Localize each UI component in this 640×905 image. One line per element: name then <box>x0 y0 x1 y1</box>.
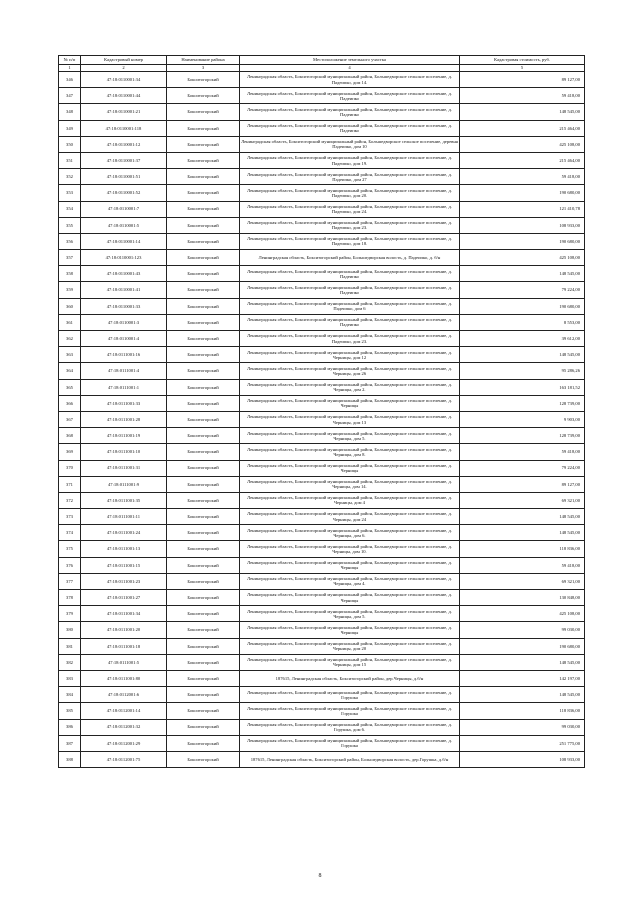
location-cell: Ленинградская область, Бокситогорский муниципальный район, Большедворское сельское поселение, д. Черницы, дом 10. <box>240 541 460 557</box>
location-cell: Ленинградская область, Бокситогорский муниципальный район, Большедворское сельское поселение, д. Падеипко <box>240 266 460 282</box>
cadastral-value-cell: 425 108,00 <box>460 606 585 622</box>
table-row <box>59 347 585 363</box>
cadastral-value-cell: 148 545,00 <box>460 266 585 282</box>
row-number-cell: 379 <box>59 606 81 622</box>
cadastral-number-cell: 47:18:0112001:14 <box>81 703 167 719</box>
location-cell: Ленинградская область, Бокситогорский муниципальный район, Большедворское сельское поселение, д. Черницы <box>240 395 460 411</box>
row-number-cell: 385 <box>59 703 81 719</box>
cadastral-number-cell: 47:18:0111001:11 <box>81 509 167 525</box>
table-row <box>59 250 585 266</box>
table-body <box>59 72 585 768</box>
cadastral-number-cell: 47:18:0110001:44 <box>81 88 167 104</box>
col-number-1: 1 <box>59 65 81 72</box>
page-number: 8 <box>318 873 322 879</box>
district-name-cell: Бокситогорский <box>167 217 240 233</box>
location-cell: Ленинградская область, Бокситогорский муниципальный район, Большедворское сельское поселение, д. Горушка <box>240 735 460 751</box>
cadastral-value-cell: 215 464,00 <box>460 152 585 168</box>
location-cell: Ленинградская область, Бокситогорский муниципальный район, Большедворское сельское поселение, д. Падеипко, дом 18. <box>240 233 460 249</box>
table-row <box>59 751 585 767</box>
cadastral-value-cell: 79 224,00 <box>460 282 585 298</box>
cadastral-value-cell: 95 286,26 <box>460 363 585 379</box>
cadastral-number-cell: 47:18:0111001:9 <box>81 476 167 492</box>
district-name-cell: Бокситогорский <box>167 638 240 654</box>
cadastral-value-cell: 130 848,00 <box>460 590 585 606</box>
table-header <box>59 56 585 72</box>
location-cell: Ленинградская область, Бокситогорский муниципальный район, Большедворское сельское поселение, д. Горушка <box>240 687 460 703</box>
col-header-district: Наименование района <box>167 56 240 65</box>
row-number-cell: 368 <box>59 428 81 444</box>
cadastral-value-cell: 190 680,00 <box>460 298 585 314</box>
cadastral-value-cell: 128 739,00 <box>460 428 585 444</box>
district-name-cell: Бокситогорский <box>167 444 240 460</box>
col-number-3: 3 <box>167 65 240 72</box>
row-number-cell: 360 <box>59 298 81 314</box>
table-row <box>59 428 585 444</box>
location-cell: Ленинградская область, Бокситогорский муниципальный район, Большедворское сельское поселение, д. Черницы, дом 26 <box>240 363 460 379</box>
cadastral-number-cell: 47:18:0111001:16 <box>81 347 167 363</box>
location-cell: Ленинградская область, Бокситогорский муниципальный район, Большедворское сельское поселение, д. Падеипко, дом 6 <box>240 298 460 314</box>
cadastral-number-cell: 47:18:0111001:18 <box>81 638 167 654</box>
district-name-cell: Бокситогорский <box>167 363 240 379</box>
district-name-cell: Бокситогорский <box>167 428 240 444</box>
table-row <box>59 120 585 136</box>
header-numbers-row <box>59 65 585 72</box>
table-row <box>59 185 585 201</box>
cadastral-value-cell: 425 108,00 <box>460 136 585 152</box>
cadastral-number-cell: 47:18:0110001:43 <box>81 266 167 282</box>
col-header-location: Местоположение земельного участка <box>240 56 460 65</box>
table-row <box>59 411 585 427</box>
row-number-cell: 367 <box>59 411 81 427</box>
cadastral-number-cell: 47:18:0110001:5 <box>81 217 167 233</box>
location-cell: Ленинградская область, Бокситогорский муниципальный район, Большедворское сельское поселение, д. Падеипко <box>240 120 460 136</box>
district-name-cell: Бокситогорский <box>167 654 240 670</box>
cadastral-number-cell: 47:18:0110001:52 <box>81 185 167 201</box>
location-cell: Ленинградская область, Бокситогорский муниципальный район, Большедворское сельское поселение, д. Черницы, дом 2. <box>240 379 460 395</box>
cadastral-value-cell: 59 418,00 <box>460 557 585 573</box>
cadastral-value-cell: 128 739,00 <box>460 395 585 411</box>
cadastral-value-cell: 89 127,00 <box>460 476 585 492</box>
location-cell: Ленинградская область, Бокситогорский район, Большедворская волость, д. Падеипко, д. б/н <box>240 250 460 266</box>
row-number-cell: 369 <box>59 444 81 460</box>
district-name-cell: Бокситогорский <box>167 606 240 622</box>
cadastral-number-cell: 47:18:0112001:32 <box>81 719 167 735</box>
col-number-2: 2 <box>81 65 167 72</box>
table-row <box>59 687 585 703</box>
col-number-5: 5 <box>460 65 585 72</box>
location-cell: Ленинградская область, Бокситогорский муниципальный район, Большедворское сельское поселение, д. Черницы <box>240 557 460 573</box>
district-name-cell: Бокситогорский <box>167 541 240 557</box>
row-number-cell: 359 <box>59 282 81 298</box>
cadastral-table <box>58 55 585 768</box>
table-row <box>59 492 585 508</box>
table-row <box>59 331 585 347</box>
col-header-cadastral-number: Кадастровый номер <box>81 56 167 65</box>
table-row <box>59 460 585 476</box>
cadastral-number-cell: 47:18:0111001:20 <box>81 622 167 638</box>
district-name-cell: Бокситогорский <box>167 687 240 703</box>
row-number-cell: 352 <box>59 169 81 185</box>
table-row <box>59 152 585 168</box>
location-cell: Ленинградская область, Бокситогорский муниципальный район, Большедворское сельское поселение, д. Черницы, дом 24 <box>240 509 460 525</box>
location-cell: Ленинградская область, Бокситогорский муниципальный район, Большедворское сельское поселение, д. Черницы <box>240 622 460 638</box>
row-number-cell: 372 <box>59 492 81 508</box>
table-row <box>59 104 585 120</box>
location-cell: Ленинградская область, Бокситогорский муниципальный район, Большедворское сельское поселение, д. Горушка, дом 6. <box>240 719 460 735</box>
cadastral-number-cell: 47:18:0111001:4 <box>81 363 167 379</box>
cadastral-value-cell: 118 836,00 <box>460 703 585 719</box>
cadastral-number-cell: 47:18:0111001:5 <box>81 654 167 670</box>
table-row <box>59 703 585 719</box>
table-row <box>59 72 585 88</box>
cadastral-value-cell: 8 553,00 <box>460 314 585 330</box>
row-number-cell: 373 <box>59 509 81 525</box>
table-row <box>59 233 585 249</box>
cadastral-number-cell: 47:18:0111001:19 <box>81 428 167 444</box>
cadastral-number-cell: 47:18:0111001:34 <box>81 606 167 622</box>
district-name-cell: Бокситогорский <box>167 266 240 282</box>
table-row <box>59 314 585 330</box>
district-name-cell: Бокситогорский <box>167 735 240 751</box>
table-row <box>59 282 585 298</box>
district-name-cell: Бокситогорский <box>167 298 240 314</box>
district-name-cell: Бокситогорский <box>167 250 240 266</box>
row-number-cell: 347 <box>59 88 81 104</box>
location-cell: Ленинградская область, Бокситогорский муниципальный район, Большедворское сельское поселение, д. Падеипко <box>240 314 460 330</box>
col-header-cadastral-value: Кадастровая стоимость, руб. <box>460 56 585 65</box>
location-cell: Ленинградская область, Бокситогорский муниципальный район, Большедворское сельское поселение, деревня Падеипко, дом 10 <box>240 136 460 152</box>
location-cell: Ленинградская область, Бокситогорский муниципальный район, Большедворское сельское поселение, д. Черницы, дом 5. <box>240 428 460 444</box>
table-row <box>59 88 585 104</box>
table-row <box>59 136 585 152</box>
table-row <box>59 557 585 573</box>
location-cell: Ленинградская область, Бокситогорский муниципальный район, Большедворское сельское поселение, д. Падеипко, дом 23. <box>240 331 460 347</box>
cadastral-number-cell: 47:18:0111001:10 <box>81 444 167 460</box>
location-cell: Ленинградская область, Бокситогорский муниципальный район, Большедворское сельское поселение, д. Горушка <box>240 703 460 719</box>
row-number-cell: 383 <box>59 670 81 686</box>
cadastral-number-cell: 47:18:0110001:12 <box>81 136 167 152</box>
table-row <box>59 476 585 492</box>
row-number-cell: 351 <box>59 152 81 168</box>
row-number-cell: 378 <box>59 590 81 606</box>
cadastral-value-cell: 148 545,00 <box>460 654 585 670</box>
cadastral-value-cell: 59 418,00 <box>460 444 585 460</box>
table-row <box>59 638 585 654</box>
row-number-cell: 366 <box>59 395 81 411</box>
table-row <box>59 363 585 379</box>
district-name-cell: Бокситогорский <box>167 331 240 347</box>
district-name-cell: Бокситогорский <box>167 120 240 136</box>
district-name-cell: Бокситогорский <box>167 670 240 686</box>
row-number-cell: 358 <box>59 266 81 282</box>
district-name-cell: Бокситогорский <box>167 509 240 525</box>
row-number-cell: 374 <box>59 525 81 541</box>
table-row <box>59 444 585 460</box>
cadastral-value-cell: 148 545,00 <box>460 104 585 120</box>
cadastral-number-cell: 47:18:0110001:34 <box>81 72 167 88</box>
cadastral-number-cell: 47:18:0111001:80 <box>81 670 167 686</box>
location-cell: Ленинградская область, Бокситогорский муниципальный район, Большедворское сельское поселение, д. Черницы, дом 20 <box>240 638 460 654</box>
location-cell: 187615, Ленинградская область, Бокситогорский район, Большедворская волость, дер.Горушка, д.б/н <box>240 751 460 767</box>
location-cell: Ленинградская область, Бокситогорский муниципальный район, Большедворское сельское поселение, д. Черницы, дом 14. <box>240 476 460 492</box>
row-number-cell: 384 <box>59 687 81 703</box>
row-number-cell: 388 <box>59 751 81 767</box>
row-number-cell: 370 <box>59 460 81 476</box>
cadastral-number-cell: 47:18:0111001:28 <box>81 411 167 427</box>
cadastral-value-cell: 118 836,00 <box>460 541 585 557</box>
cadastral-value-cell: 251 775,00 <box>460 735 585 751</box>
location-cell: 187615, Ленинградская область, Бокситогорский район, дер.Черницы, д.б/н <box>240 670 460 686</box>
col-header-number: № п/п <box>59 56 81 65</box>
location-cell: Ленинградская область, Бокситогорский муниципальный район, Большедворское сельское поселение, д. Падеипко, дом 14. <box>240 72 460 88</box>
cadastral-value-cell: 99 030,00 <box>460 622 585 638</box>
location-cell: Ленинградская область, Бокситогорский муниципальный район, Большедворское сельское поселение, д. Падеипко, дом 24. <box>240 201 460 217</box>
district-name-cell: Бокситогорский <box>167 525 240 541</box>
cadastral-number-cell: 47:18:0112001:75 <box>81 751 167 767</box>
district-name-cell: Бокситогорский <box>167 185 240 201</box>
district-name-cell: Бокситогорский <box>167 282 240 298</box>
header-row <box>59 56 585 65</box>
table-row <box>59 670 585 686</box>
cadastral-value-cell: 99 030,00 <box>460 719 585 735</box>
cadastral-number-cell: 47:18:0110001:7 <box>81 201 167 217</box>
location-cell: Ленинградская область, Бокситогорский муниципальный район, Большедворское сельское поселение, д. Падеипко, дом 19. <box>240 152 460 168</box>
location-cell: Ленинградская область, Бокситогорский муниципальный район, Большедворское сельское поселение, д. Черницы <box>240 590 460 606</box>
location-cell: Ленинградская область, Бокситогорский муниципальный район, Большедворское сельское поселение, д. Черницы <box>240 460 460 476</box>
district-name-cell: Бокситогорский <box>167 169 240 185</box>
district-name-cell: Бокситогорский <box>167 590 240 606</box>
district-name-cell: Бокситогорский <box>167 104 240 120</box>
row-number-cell: 349 <box>59 120 81 136</box>
location-cell: Ленинградская область, Бокситогорский муниципальный район, Большедворское сельское поселение, д. Черницы, дом 4. <box>240 573 460 589</box>
cadastral-value-cell: 79 224,00 <box>460 460 585 476</box>
cadastral-number-cell: 47:18:0111001:24 <box>81 525 167 541</box>
table-row <box>59 525 585 541</box>
cadastral-value-cell: 148 545,00 <box>460 525 585 541</box>
cadastral-value-cell: 148 545,00 <box>460 347 585 363</box>
cadastral-value-cell: 69 321,00 <box>460 492 585 508</box>
cadastral-number-cell: 47:18:0111001:1 <box>81 379 167 395</box>
location-cell: Ленинградская область, Бокситогорский муниципальный район, Большедворское сельское поселение, д. Черницы, дом 4 <box>240 492 460 508</box>
cadastral-number-cell: 47:18:0110001:37 <box>81 152 167 168</box>
cadastral-value-cell: 121 410,78 <box>460 201 585 217</box>
district-name-cell: Бокситогорский <box>167 460 240 476</box>
district-name-cell: Бокситогорский <box>167 347 240 363</box>
table-row <box>59 590 585 606</box>
row-number-cell: 350 <box>59 136 81 152</box>
table-row <box>59 217 585 233</box>
cadastral-number-cell: 47:18:0111001:15 <box>81 557 167 573</box>
table-row <box>59 606 585 622</box>
location-cell: Ленинградская область, Бокситогорский муниципальный район, Большедворское сельское поселение, д. Падеипко, дом 20. <box>240 185 460 201</box>
district-name-cell: Бокситогорский <box>167 411 240 427</box>
district-name-cell: Бокситогорский <box>167 136 240 152</box>
cadastral-number-cell: 47:18:0111001:27 <box>81 590 167 606</box>
cadastral-number-cell: 47:18:0112001:6 <box>81 687 167 703</box>
location-cell: Ленинградская область, Бокситогорский муниципальный район, Большедворское сельское поселение, д. Падеипко <box>240 88 460 104</box>
cadastral-number-cell: 47:18:0110001:21 <box>81 104 167 120</box>
district-name-cell: Бокситогорский <box>167 314 240 330</box>
row-number-cell: 365 <box>59 379 81 395</box>
cadastral-value-cell: 190 680,00 <box>460 638 585 654</box>
district-name-cell: Бокситогорский <box>167 476 240 492</box>
cadastral-number-cell: 47:18:0110001:14 <box>81 233 167 249</box>
cadastral-number-cell: 47:18:0110001:41 <box>81 282 167 298</box>
district-name-cell: Бокситогорский <box>167 72 240 88</box>
row-number-cell: 353 <box>59 185 81 201</box>
row-number-cell: 346 <box>59 72 81 88</box>
row-number-cell: 380 <box>59 622 81 638</box>
cadastral-value-cell: 59 418,00 <box>460 88 585 104</box>
location-cell: Ленинградская область, Бокситогорский муниципальный район, Большедворское сельское поселение, д. Падеипко, дом 27 <box>240 169 460 185</box>
district-name-cell: Бокситогорский <box>167 395 240 411</box>
table-row <box>59 541 585 557</box>
district-name-cell: Бокситогорский <box>167 233 240 249</box>
cadastral-number-cell: 47:18:0111001:35 <box>81 492 167 508</box>
row-number-cell: 348 <box>59 104 81 120</box>
cadastral-number-cell: 47:18:0111001:13 <box>81 541 167 557</box>
cadastral-value-cell: 142 197,00 <box>460 670 585 686</box>
table-row <box>59 719 585 735</box>
row-number-cell: 354 <box>59 201 81 217</box>
cadastral-value-cell: 190 680,00 <box>460 233 585 249</box>
table-row <box>59 509 585 525</box>
row-number-cell: 355 <box>59 217 81 233</box>
district-name-cell: Бокситогорский <box>167 751 240 767</box>
district-name-cell: Бокситогорский <box>167 492 240 508</box>
district-name-cell: Бокситогорский <box>167 719 240 735</box>
row-number-cell: 377 <box>59 573 81 589</box>
row-number-cell: 363 <box>59 347 81 363</box>
row-number-cell: 364 <box>59 363 81 379</box>
row-number-cell: 382 <box>59 654 81 670</box>
location-cell: Ленинградская область, Бокситогорский муниципальный район, Большедворское сельское поселение, д. Черницы, дом 13 <box>240 411 460 427</box>
location-cell: Ленинградская область, Бокситогорский муниципальный район, Большедворское сельское поселение, д. Падеипко <box>240 104 460 120</box>
cadastral-number-cell: 47:18:0110001:4 <box>81 331 167 347</box>
cadastral-number-cell: 47:18:0110001:51 <box>81 169 167 185</box>
row-number-cell: 362 <box>59 331 81 347</box>
cadastral-value-cell: 163 181,52 <box>460 379 585 395</box>
district-name-cell: Бокситогорский <box>167 622 240 638</box>
location-cell: Ленинградская область, Бокситогорский муниципальный район, Большедворское сельское поселение, д. Падеипко, дом 23. <box>240 217 460 233</box>
table-row <box>59 201 585 217</box>
table-row <box>59 169 585 185</box>
row-number-cell: 356 <box>59 233 81 249</box>
location-cell: Ленинградская область, Бокситогорский муниципальный район, Большедворское сельское поселение, д. Черницы, дом 6. <box>240 525 460 541</box>
cadastral-value-cell: 215 464,00 <box>460 120 585 136</box>
cadastral-number-cell: 47:18:0110001:33 <box>81 298 167 314</box>
cadastral-value-cell: 89 127,00 <box>460 72 585 88</box>
location-cell: Ленинградская область, Бокситогорский муниципальный район, Большедворское сельское поселение, д. Черницы, дом 15 <box>240 654 460 670</box>
location-cell: Ленинградская область, Бокситогорский муниципальный район, Большедворское сельское поселение, д. Черницы, дом 8. <box>240 444 460 460</box>
district-name-cell: Бокситогорский <box>167 703 240 719</box>
district-name-cell: Бокситогорский <box>167 557 240 573</box>
table-row <box>59 266 585 282</box>
cadastral-number-cell: 47:18:0110001:3 <box>81 314 167 330</box>
location-cell: Ленинградская область, Бокситогорский муниципальный район, Большедворское сельское поселение, д. Черницы, дом 5. <box>240 606 460 622</box>
cadastral-number-cell: 47:18:0111001:31 <box>81 460 167 476</box>
cadastral-number-cell: 47:18:0111001:23 <box>81 573 167 589</box>
cadastral-number-cell: 47:18:0110001:123 <box>81 250 167 266</box>
cadastral-value-cell: 59 418,00 <box>460 169 585 185</box>
location-cell: Ленинградская область, Бокситогорский муниципальный район, Большедворское сельское поселение, д. Падеипко <box>240 282 460 298</box>
row-number-cell: 376 <box>59 557 81 573</box>
location-cell: Ленинградская область, Бокситогорский муниципальный район, Большедворское сельское поселение, д. Черницы, дом 12 <box>240 347 460 363</box>
cadastral-value-cell: 9 903,00 <box>460 411 585 427</box>
cadastral-value-cell: 425 108,00 <box>460 250 585 266</box>
district-name-cell: Бокситогорский <box>167 152 240 168</box>
district-name-cell: Бокситогорский <box>167 201 240 217</box>
table-row <box>59 654 585 670</box>
cadastral-value-cell: 69 321,00 <box>460 573 585 589</box>
cadastral-value-cell: 39 612,00 <box>460 331 585 347</box>
district-name-cell: Бокситогорский <box>167 379 240 395</box>
row-number-cell: 357 <box>59 250 81 266</box>
district-name-cell: Бокситогорский <box>167 573 240 589</box>
table-row <box>59 735 585 751</box>
cadastral-number-cell: 47:18:0110001:118 <box>81 120 167 136</box>
table-row <box>59 622 585 638</box>
table-row <box>59 573 585 589</box>
table-row <box>59 298 585 314</box>
table-row <box>59 379 585 395</box>
district-name-cell: Бокситогорский <box>167 88 240 104</box>
row-number-cell: 386 <box>59 719 81 735</box>
row-number-cell: 361 <box>59 314 81 330</box>
cadastral-value-cell: 148 545,00 <box>460 509 585 525</box>
row-number-cell: 387 <box>59 735 81 751</box>
cadastral-value-cell: 148 545,00 <box>460 687 585 703</box>
cadastral-number-cell: 47:18:0111001:33 <box>81 395 167 411</box>
row-number-cell: 375 <box>59 541 81 557</box>
cadastral-value-cell: 108 933,00 <box>460 751 585 767</box>
row-number-cell: 371 <box>59 476 81 492</box>
row-number-cell: 381 <box>59 638 81 654</box>
cadastral-value-cell: 190 680,00 <box>460 185 585 201</box>
cadastral-number-cell: 47:18:0112001:29 <box>81 735 167 751</box>
cadastral-value-cell: 108 933,00 <box>460 217 585 233</box>
col-number-4: 4 <box>240 65 460 72</box>
table-row <box>59 395 585 411</box>
